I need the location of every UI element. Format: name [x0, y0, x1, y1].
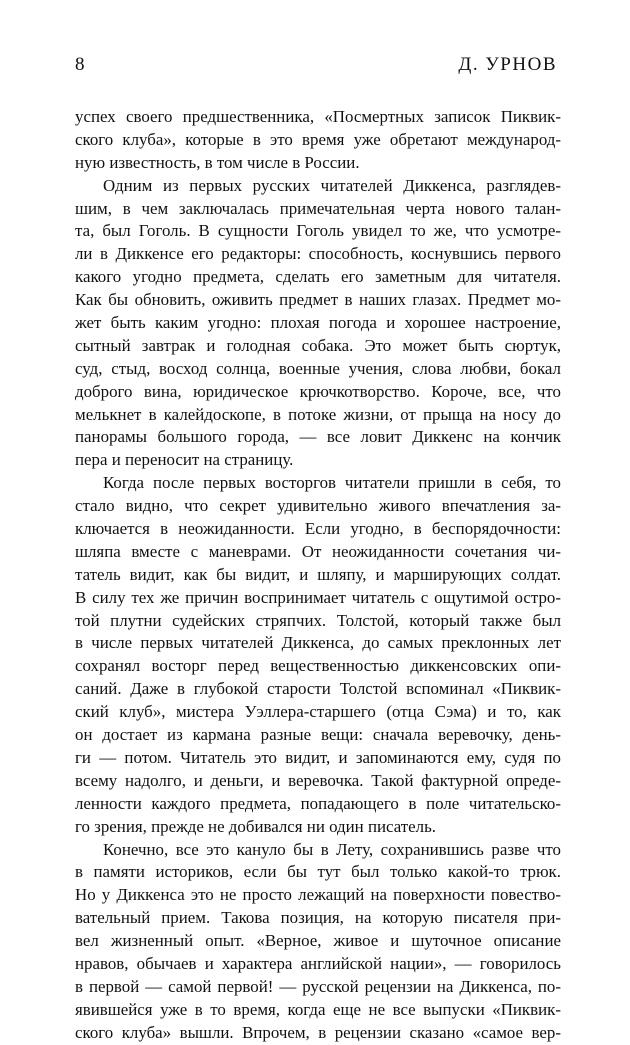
text-line: шляпа вместе с маневрами. От неожиданности сочетания чи- — [75, 541, 561, 561]
text-line: Одним из первых русских читателей Диккенса, разглядев- — [103, 175, 561, 195]
text-line: Но у Диккенса это не просто лежащий на поверхности повество- — [75, 885, 561, 905]
running-head: Д. УРНОВ — [458, 54, 557, 75]
text-line: стало видно, что секрет удивительно живого впечатления за- — [75, 496, 561, 516]
text-line: вательный прием. Такова позиция, на которую писателя при- — [75, 908, 561, 928]
text-line: го зрения, прежде не добивался ни один писатель. — [75, 816, 437, 836]
paragraph — [75, 106, 561, 175]
text-line: явившейся уже в то время, когда еще не все выпуски «Пиквик- — [75, 999, 561, 1019]
text-line: Как бы обновить, оживить предмет в наших глазах. Предмет мо- — [75, 290, 561, 310]
text-line: нравов, обычаев и характера английской нации», — говорилось — [75, 953, 561, 973]
text-line: суд, стыд, восход солнца, военные учения, слова любви, бокал — [75, 358, 561, 378]
page-header — [75, 52, 557, 78]
text-line: доброго вина, юридическое крючкотворство. Короче, все, что — [75, 381, 561, 401]
paragraph — [75, 839, 561, 1045]
text-line: жет быть каким угодно: плохая погода и хорошее настроение, — [75, 313, 561, 333]
text-line: ключается в неожиданности. Если угодно, в беспорядочности: — [75, 519, 561, 539]
text-line: какого угодно предмета, сделать его заметным для читателя. — [75, 267, 561, 287]
text-line: В силу тех же причин воспринимает читатель с ощутимой остро- — [75, 587, 561, 607]
text-line: ленности каждого предмета, попадающего в поле читательско- — [75, 793, 561, 813]
text-line: сытный завтрак и голодная собака. Это может быть сюртук, — [75, 335, 561, 355]
text-line: пера и переносит на страницу. — [75, 450, 294, 470]
text-line: в памяти историков, если бы тут был только какой-то трюк. — [75, 862, 561, 882]
text-line: саний. Даже в глубокой старости Толстой вспоминал «Пиквик- — [75, 679, 561, 699]
paragraph — [75, 472, 561, 838]
text-line: всему надолго, и деньги, и веревочка. Такой фактурной опреде- — [75, 770, 561, 790]
text-line: ского клуба», которые в это время уже обретают международ- — [75, 129, 561, 149]
text-line: ную известность, в том числе в России. — [75, 152, 360, 172]
text-line: в числе первых читателей Диккенса, до самых преклонных лет — [75, 633, 561, 653]
text-line: он достает из кармана разные вещи: сначала веревочку, день- — [75, 725, 561, 745]
text-line: вел жизненный опыт. «Верное, живое и шуточное описание — [75, 931, 561, 951]
text-line: ги — потом. Читатель это видит, и запоминаются ему, судя по — [75, 747, 561, 767]
page-number: 8 — [75, 54, 85, 75]
text-line: панорамы большого города, — все ловит Диккенс на кончик — [75, 427, 561, 447]
text-line: ского клуба» вышли. Впрочем, в рецензии сказано «самое вер- — [75, 1022, 561, 1042]
text-line: Когда после первых восторгов читатели пришли в себя, то — [103, 473, 561, 493]
text-line: шим, в чем заключалась примечательная черта нового талан- — [75, 198, 561, 218]
paragraph — [75, 175, 561, 473]
text-line: мелькнет в калейдоскопе, в потоке жизни, от прыща на носу до — [75, 404, 561, 424]
text-line: Конечно, все это кануло бы в Лету, сохранившись разве что — [103, 839, 561, 859]
text-line: ский клуб», мистера Уэллера-старшего (отца Сэма) и то, как — [75, 702, 561, 722]
text-line: ли в Диккенсе его редакторы: способность, коснувшись первого — [75, 244, 561, 264]
text-line: той плутни судейских стряпчих. Толстой, который также был — [75, 610, 561, 630]
text-line: та, был Гоголь. В сущности Гоголь увидел то же, что усмотре- — [75, 221, 561, 241]
body-text — [75, 106, 561, 1045]
text-line: сохранял восторг перед вещественностью диккенсовских опи- — [75, 656, 561, 676]
text-line: успех своего предшественника, «Посмертных записок Пиквик- — [75, 107, 561, 126]
text-line: татель видит, как бы видит, и шляпу, и марширующих солдат. — [75, 564, 561, 584]
text-line: в первой — самой первой! — русской рецензии на Диккенса, по- — [75, 976, 561, 996]
